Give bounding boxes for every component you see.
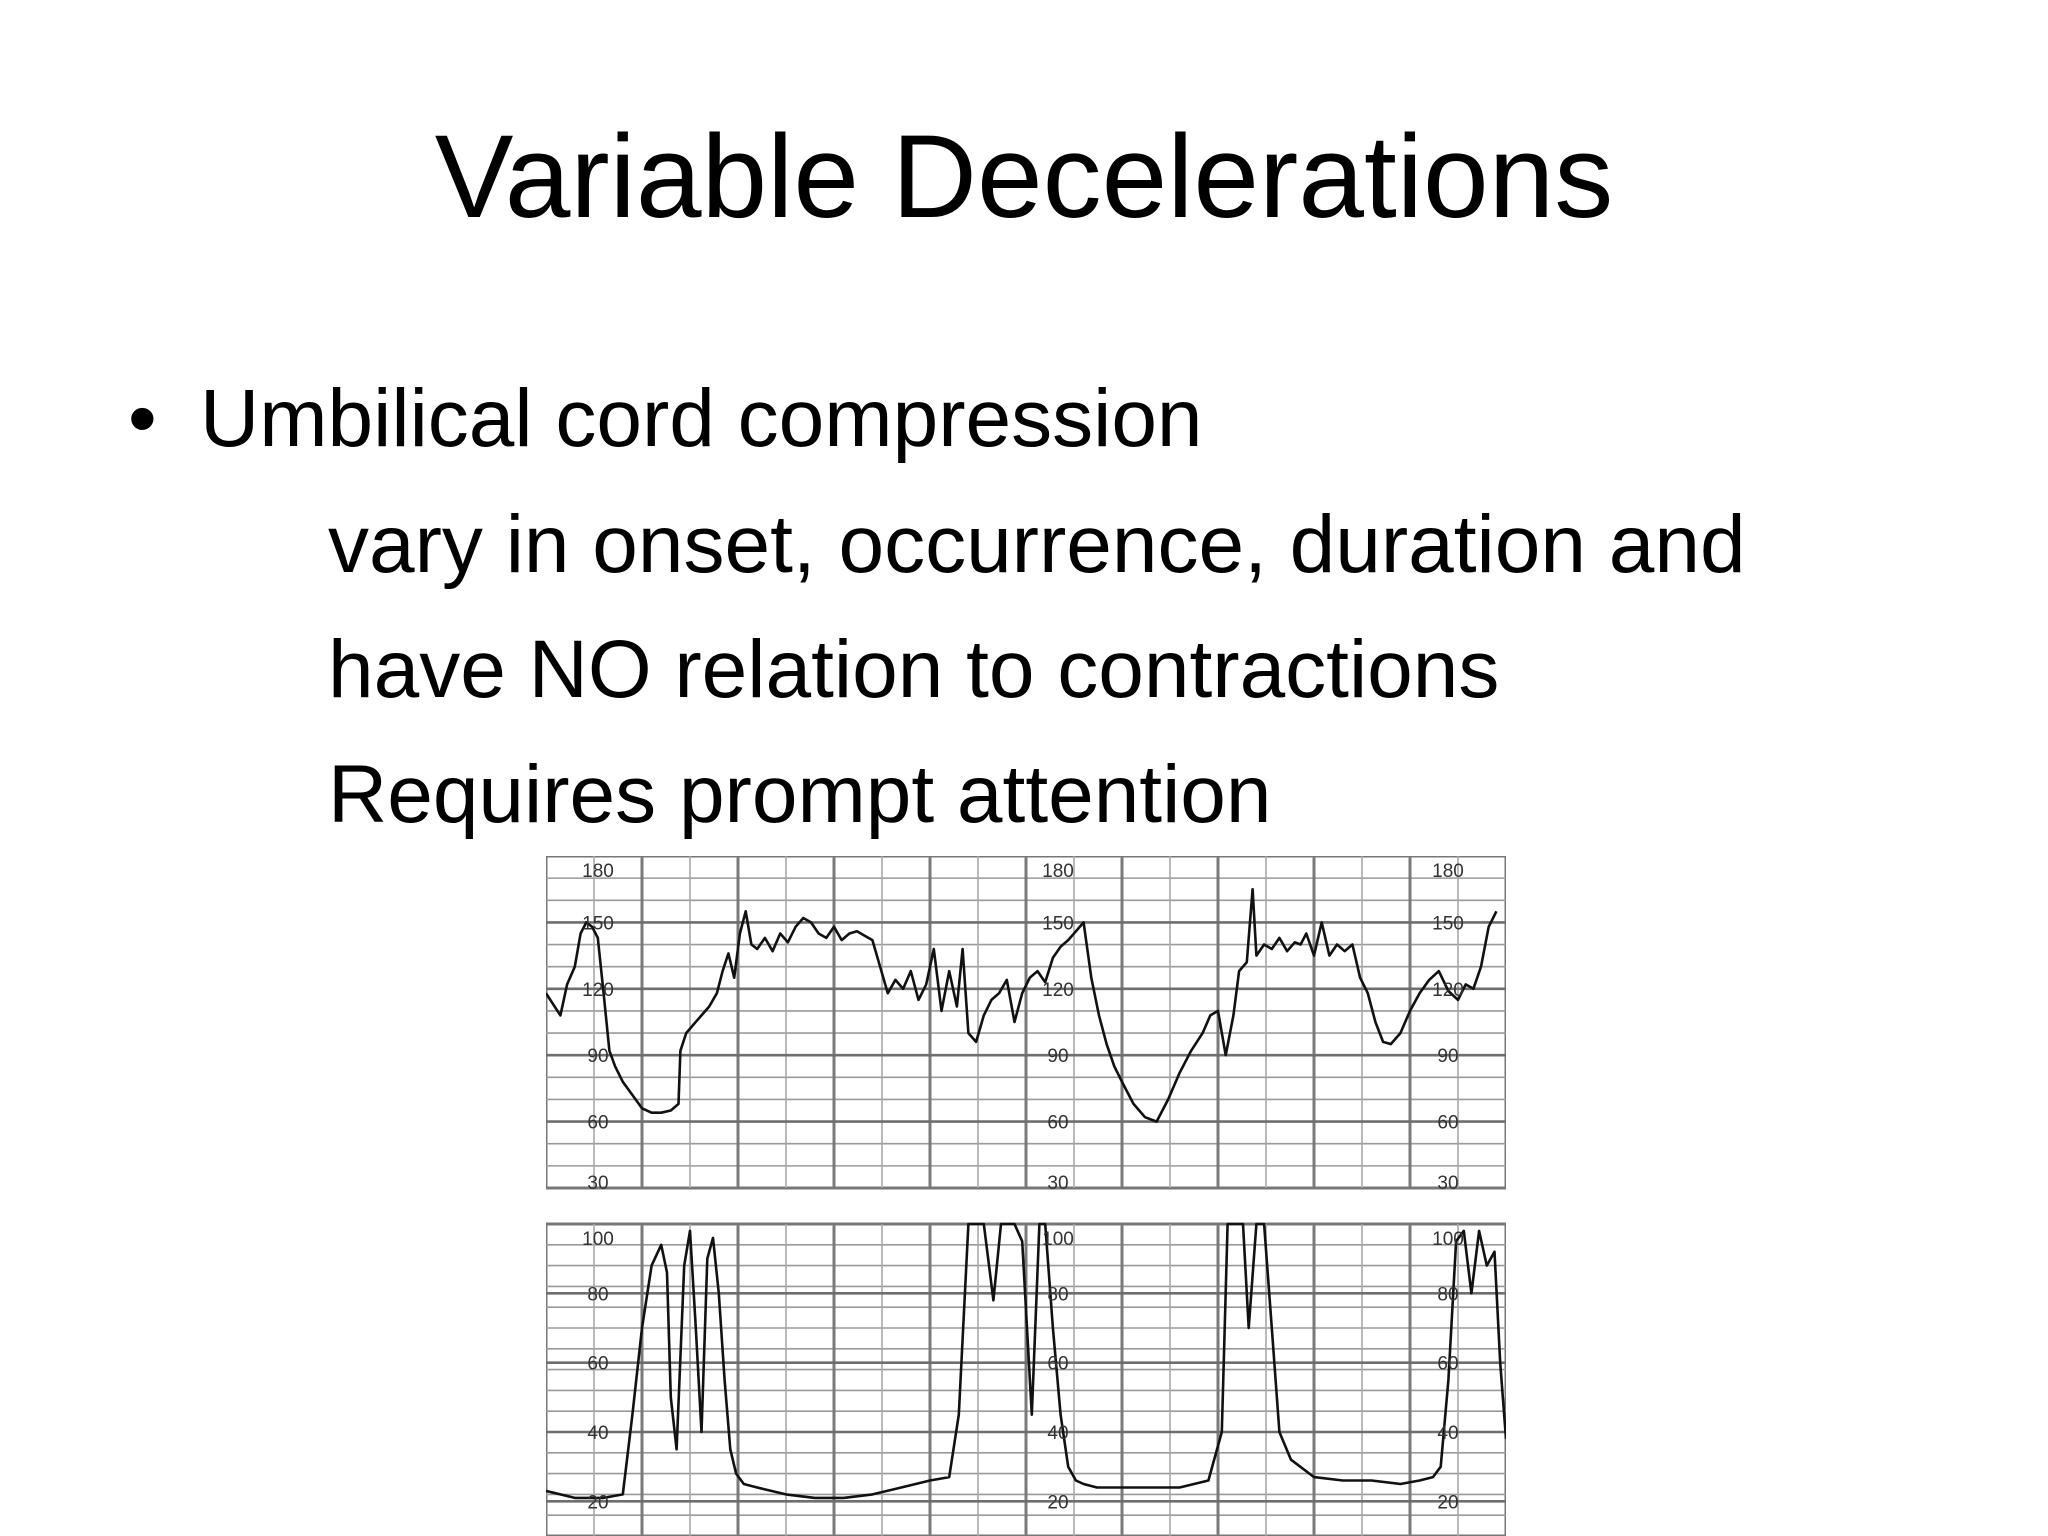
- fhr-panel: [546, 856, 1506, 1194]
- y-tick-label: 20: [587, 1492, 609, 1514]
- y-tick-label: 180: [1042, 861, 1074, 882]
- y-tick-label: 20: [1047, 1492, 1069, 1514]
- sub-line-3: Requires prompt attention: [328, 749, 1272, 840]
- y-tick-label: 80: [1437, 1284, 1459, 1306]
- y-tick-label: 40: [1437, 1423, 1459, 1444]
- sub-line-1: vary in onset, occurrence, duration and: [328, 499, 1746, 590]
- y-tick-label: 30: [1047, 1173, 1069, 1194]
- y-tick-label: 120: [582, 979, 614, 1001]
- toco-panel: [546, 1224, 1506, 1536]
- y-tick-label: 100: [582, 1229, 614, 1250]
- y-tick-label: 30: [587, 1173, 609, 1194]
- y-tick-label: 60: [1047, 1112, 1069, 1134]
- y-tick-label: 30: [1437, 1173, 1459, 1194]
- bullet-text: Umbilical cord compression: [200, 373, 1203, 464]
- y-tick-label: 180: [1432, 861, 1464, 882]
- y-tick-label: 60: [587, 1112, 609, 1134]
- y-tick-label: 60: [587, 1353, 609, 1375]
- y-tick-label: 90: [587, 1046, 609, 1068]
- y-tick-label: 180: [582, 861, 614, 882]
- y-tick-label: 150: [1042, 913, 1074, 935]
- fetal-monitor-strip: [546, 856, 1506, 1536]
- y-tick-label: 40: [1047, 1423, 1069, 1444]
- y-tick-label: 150: [1432, 913, 1464, 935]
- y-tick-label: 150: [582, 913, 614, 935]
- y-tick-label: 120: [1432, 979, 1464, 1001]
- y-tick-label: 80: [1047, 1284, 1069, 1306]
- y-tick-label: 120: [1042, 979, 1074, 1001]
- slide-title: Variable Decelerations: [434, 111, 1614, 243]
- y-tick-label: 20: [1437, 1492, 1459, 1514]
- y-tick-label: 60: [1047, 1353, 1069, 1375]
- y-tick-label: 40: [587, 1423, 609, 1444]
- y-tick-label: 60: [1437, 1112, 1459, 1134]
- sub-line-2: have NO relation to contractions: [328, 624, 1500, 715]
- y-tick-label: 90: [1437, 1046, 1459, 1068]
- y-tick-label: 90: [1047, 1046, 1069, 1068]
- y-tick-label: 60: [1437, 1353, 1459, 1375]
- y-tick-label: 100: [1042, 1229, 1074, 1250]
- bullet-dot: •: [128, 373, 157, 464]
- y-tick-label: 80: [587, 1284, 609, 1306]
- y-tick-label: 100: [1432, 1229, 1464, 1250]
- bullet-item: [128, 373, 1203, 464]
